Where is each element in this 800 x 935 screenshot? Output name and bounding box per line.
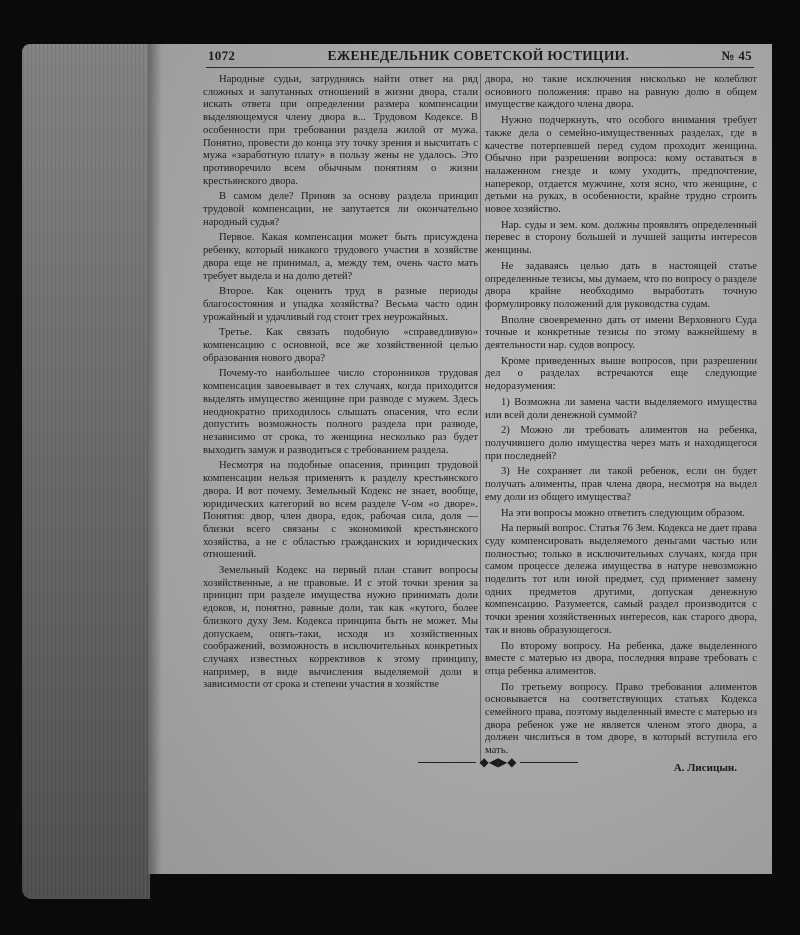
paragraph: На эти вопросы можно ответить следующим образом. — [501, 507, 745, 519]
header-rule — [206, 67, 754, 68]
paragraph: Первое. Какая компенсация может быть присуждена ребенку, который никакого трудового участия в хозяйстве двора еще не принимал, а, между тем, очень часто мать требует выдела и на долю детей? — [203, 232, 478, 282]
section-ornament — [418, 756, 578, 768]
paragraph: По второму вопросу. На ребенка, даже выделенного вместе с матерью из двора, последняя вправе требовать с отца ребенка алиментов. — [485, 640, 757, 677]
paragraph: Вполне своевременно дать от имени Верховного Суда точные и конкретные тезисы по этому важнейшему в деятельности нар. судов вопросу. — [485, 314, 757, 352]
paragraph: В самом деле? Приняв за основу раздела принцип трудовой компенсации, не запутается ли окончательно народный судья? — [203, 191, 478, 228]
paragraph: Народные судьи, затрудняясь найти ответ на ряд сложных и запутанных отношений в жизни двора, стали искать ответа при определении размера компенсации выделяющемуся члену двора в... Трудовом Кодексе. В особенности при требовании раздела жилой от мужа. Понятно, провести до конца эту точку зрения и высчитать с мужа «заработную плату» в пользу жены не удалось. Это противоречило всем обычным понятиям о жизни крестьянского двора. — [203, 74, 478, 187]
ornament-glyph: ◆◀▶◆ — [479, 755, 517, 769]
paragraph: Земельный Кодекс на первый план ставит вопросы хозяйственные, а не правовые. И с этой точки зрения за принцип при разделе имущества нужно принимать доли едоков, и, понятно, равные доли, так как «кутого, более близкого духу Зем. Кодекса принципа быть не может. Мы допускаем, опять-таки, исходя из хозяйственных соображений, возможность в исключительных конкретных случаях известных коррективов к этому принципу, например, в виде вычисления выделяемой доли в зависимости от срока и степени участия в хозяйстве — [203, 565, 478, 691]
paragraph: На первый вопрос. Статья 76 Зем. Кодекса не дает права суду компенсировать выделяемого деньгами частью или полностью; только в исключительных случаях, когда при самом процессе дележа имущества в натуре невозможно поделить тот или иной предмет, суд применяет замену одних предметов другими, допуская денежную компенсацию. Разумеется, самый раздел производится с точки зрения хозяйственных интересов, как старого двора, так и вновь образующегося. — [485, 523, 757, 636]
paragraph: По третьему вопросу. Право требования алиментов основывается на соответствующих статьях Кодекса семейного права, поэтому выделенный вместе с матерью из двора ребенок уже не является членом этого двора, а должен числиться в том дворе, в который вступила его мать. — [485, 681, 757, 757]
paragraph: Почему-то наибольшее число сторонников трудовая компенсация завоевывает в тех случаях, когда приходится выделять имущество женщине при разводе с мужем. Здесь неоднократно приходилось слышать опасения, что если допустить возможность полного раздела при разводе, независимо от срока, то женщина несколько раз будет выходить замуж и разводиться с требованием раздела. — [203, 368, 478, 456]
question-item: 1) Возможна ли замена части выделяемого имущества или всей доли денежной суммой? — [485, 396, 757, 421]
book-page-edges — [22, 44, 150, 899]
author-signature: А. Лисицын. — [673, 761, 737, 774]
page-header — [208, 46, 752, 66]
paragraph: Кроме приведенных выше вопросов, при разрешении дел о разделах встречаются еще следующие недоразумения: — [485, 355, 757, 393]
paragraph: двора, но такие исключения нисколько не колеблют основного положения: право на равную долю в общем имуществе каждого члена двора. — [485, 74, 757, 111]
ornament-line — [418, 762, 476, 763]
paragraph: Нужно подчеркнуть, что особого внимания требует также дела о семейно-имущественных разделах, где в качестве потерпевшей перед судом проходит женщина. Обычно при разрешении вопроса: кому оставаться в налаженном гнезде и кому уходить, предпочтение, наперекор, отдается мужчине, хотя ясно, что женщине, с детьми на руках, в особенности, крайне трудно строить новое хозяйство. — [485, 115, 757, 216]
gutter-shadow — [148, 44, 162, 874]
paragraph: Второе. Как оценить труд в разные периоды благосостояния и упадка хозяйства? Весьма часто один урожайный и удачливый год стоит трех неурожайных. — [203, 286, 478, 323]
question-item: 2) Можно ли требовать алиментов на ребенка, получившего долю имущества через мать и находящегося при последней? — [485, 425, 757, 462]
left-column — [203, 74, 478, 695]
right-column — [485, 74, 757, 775]
ornament-line — [520, 762, 578, 763]
paragraph: Не задаваясь целью дать в настоящей статье определенные тезисы, мы думаем, что по вопросу о разделе двора крайне необходимо выработать точную формулировку положений для руководства судам. — [485, 260, 757, 310]
question-item: 3) Не сохраняет ли такой ребенок, если он будет получать алименты, прав члена двора, несмотря на выдел ему доли из общего имущества? — [485, 466, 757, 503]
paragraph: Нар. суды и зем. ком. должны проявлять определенный перевес в сторону большей и лучшей защиты интересов женщины. — [485, 219, 757, 257]
paragraph: Третье. Как связать подобную «справедливую» компенсацию с основной, все же хозяйственной целью образования нового двора? — [203, 327, 478, 364]
page-number: 1072 — [208, 48, 236, 63]
issue-number: № 45 — [721, 48, 752, 63]
journal-title: ЕЖЕНЕДЕЛЬНИК СОВЕТСКОЙ ЮСТИЦИИ. — [327, 48, 630, 63]
journal-page — [148, 44, 772, 874]
column-divider — [480, 74, 481, 764]
paragraph: Несмотря на подобные опасения, принцип трудовой компенсации нельзя применять к разделу крестьянского двора. И вот почему. Земельный Кодекс не знает, вообще, юридических категорий во всем разделе V-ом «о дворе». Понятия: двор, член двора, едок, рабочая сила, доля — близки всего связаны с экономикой крестьянского хозяйства, а не с областью гражданских и юридических отношений. — [203, 460, 478, 561]
